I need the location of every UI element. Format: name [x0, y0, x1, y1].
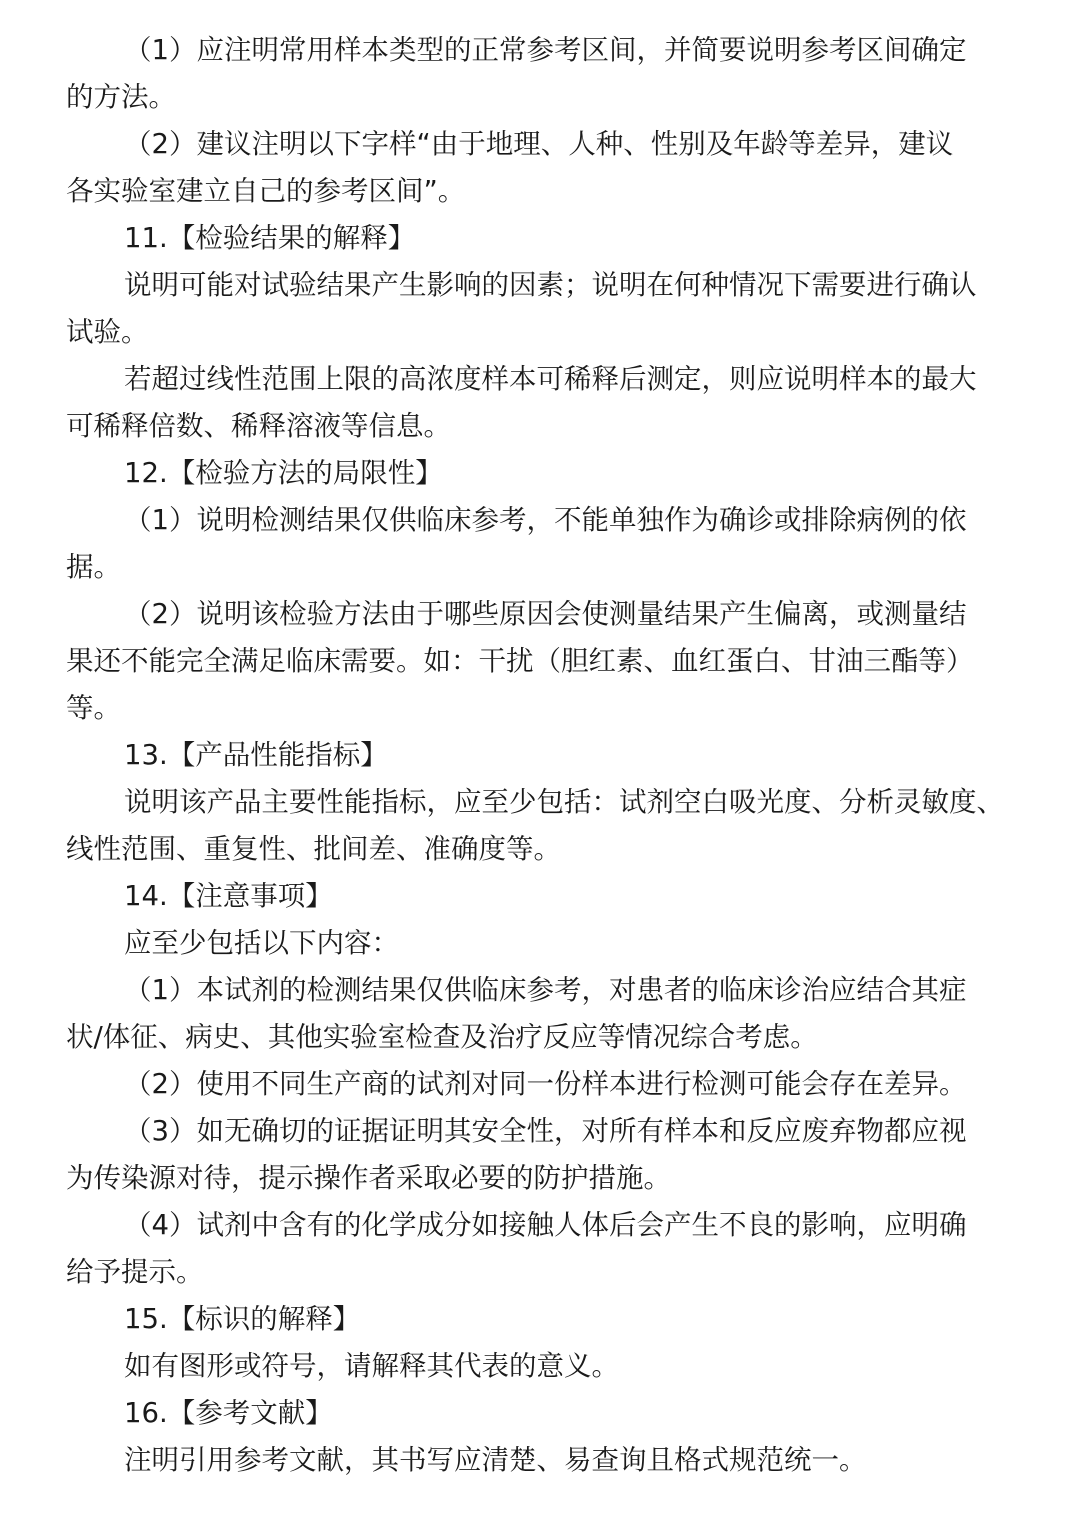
heading-text: 15.【标识的解释】	[124, 1303, 361, 1335]
heading-text: 13.【产品性能指标】	[124, 739, 388, 771]
text-line: 各实验室建立自己的参考区间”。	[66, 175, 466, 207]
section-heading-14	[0, 873, 1080, 920]
section-heading-15	[0, 1296, 1080, 1343]
text-line: 若超过线性范围上限的高浓度样本可稀释后测定，则应说明样本的最大	[124, 363, 977, 395]
heading-text: 11.【检验结果的解释】	[124, 222, 416, 254]
text-line: 试验。	[66, 316, 149, 348]
text-line: 说明可能对试验结果产生影响的因素；说明在何种情况下需要进行确认	[124, 269, 977, 301]
text-line: 线性范围、重复性、批间差、准确度等。	[66, 833, 561, 865]
heading-text: 12.【检验方法的局限性】	[124, 457, 443, 489]
text-line: 可稀释倍数、稀释溶液等信息。	[66, 410, 451, 442]
text-line: （2）建议注明以下字样“由于地理、人种、性别及年龄等差异，建议	[124, 128, 954, 160]
paragraph-references-1	[0, 1437, 1080, 1484]
paragraph-ref-range-1	[0, 27, 1080, 121]
text-line: （2）说明该检验方法由于哪些原因会使测量结果产生偏离，或测量结	[124, 598, 967, 630]
paragraph-notes-1	[0, 967, 1080, 1061]
text-line: （1）说明检测结果仅供临床参考，不能单独作为确诊或排除病例的依	[124, 504, 967, 536]
heading-text: 16.【参考文献】	[124, 1397, 333, 1429]
text-line: 果还不能完全满足临床需要。如：干扰（胆红素、血红蛋白、甘油三酯等）	[66, 645, 974, 677]
text-line: 的方法。	[66, 81, 176, 113]
text-line: （2）使用不同生产商的试剂对同一份样本进行检测可能会存在差异。	[124, 1068, 967, 1100]
section-heading-16	[0, 1390, 1080, 1437]
text-line: 应至少包括以下内容：	[124, 927, 399, 959]
heading-text: 14.【注意事项】	[124, 880, 333, 912]
paragraph-notes-3	[0, 1108, 1080, 1202]
paragraph-performance-1	[0, 779, 1080, 873]
text-line: 等。	[66, 692, 121, 724]
paragraph-limits-1	[0, 497, 1080, 591]
section-heading-11	[0, 215, 1080, 262]
paragraph-notes-4	[0, 1202, 1080, 1296]
text-line: 给予提示。	[66, 1256, 204, 1288]
text-line: 注明引用参考文献，其书写应清楚、易查询且格式规范统一。	[124, 1444, 867, 1476]
paragraph-results-1	[0, 262, 1080, 356]
text-line: 据。	[66, 551, 121, 583]
section-heading-13	[0, 732, 1080, 779]
text-line: （3）如无确切的证据证明其安全性，对所有样本和反应废弃物都应视	[124, 1115, 967, 1147]
section-heading-12	[0, 450, 1080, 497]
text-line: 如有图形或符号，请解释其代表的意义。	[124, 1350, 619, 1382]
text-line: 说明该产品主要性能指标，应至少包括：试剂空白吸光度、分析灵敏度、	[124, 786, 1004, 818]
text-line: （4）试剂中含有的化学成分如接触人体后会产生不良的影响，应明确	[124, 1209, 967, 1241]
text-line: 状/体征、病史、其他实验室检查及治疗反应等情况综合考虑。	[66, 1021, 818, 1053]
paragraph-results-2	[0, 356, 1080, 450]
text-line: （1）应注明常用样本类型的正常参考区间，并简要说明参考区间确定	[124, 34, 967, 66]
text-line: 为传染源对待，提示操作者采取必要的防护措施。	[66, 1162, 671, 1194]
paragraph-limits-2	[0, 591, 1080, 732]
text-line: （1）本试剂的检测结果仅供临床参考，对患者的临床诊治应结合其症	[124, 974, 967, 1006]
paragraph-symbols-1	[0, 1343, 1080, 1390]
paragraph-notes-2	[0, 1061, 1080, 1108]
paragraph-notes-intro	[0, 920, 1080, 967]
paragraph-ref-range-2	[0, 121, 1080, 215]
